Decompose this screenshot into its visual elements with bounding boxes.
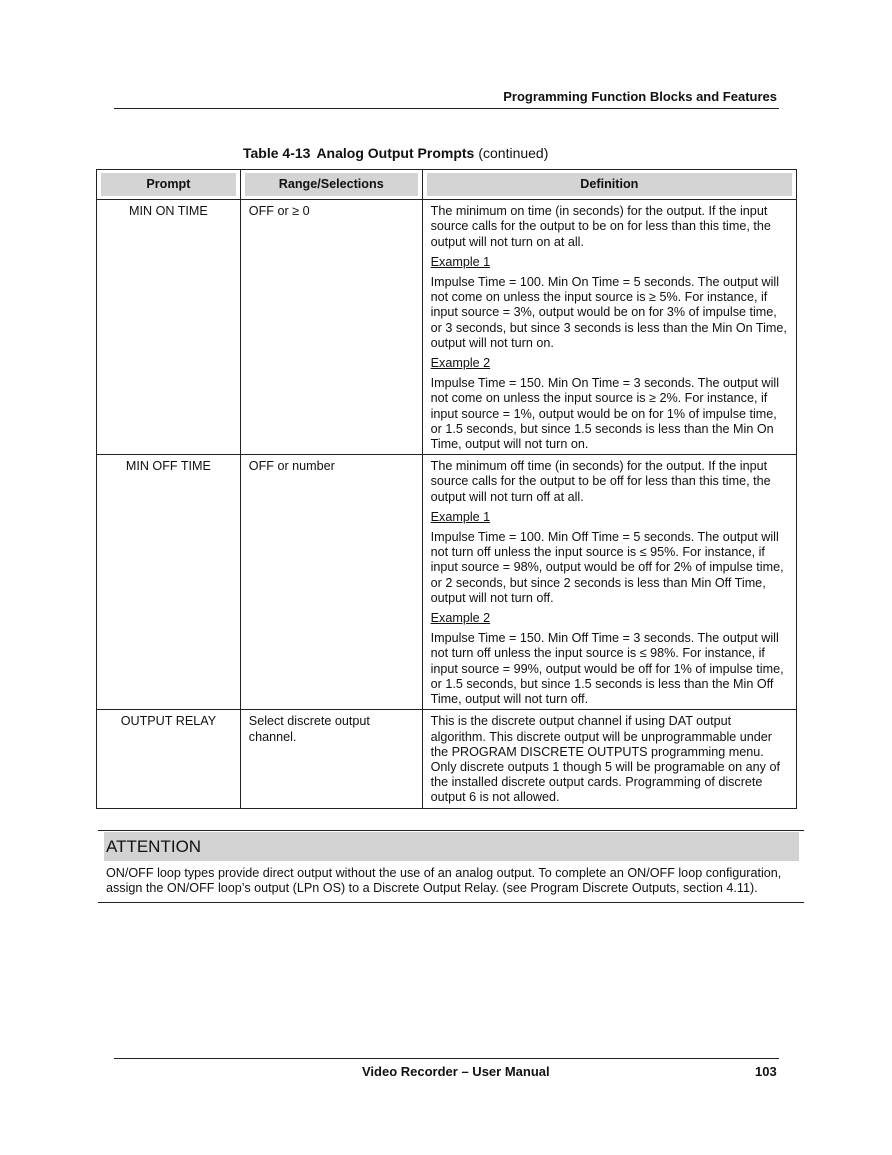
table-title: Analog Output Prompts	[316, 145, 475, 161]
example-heading: Example 2	[430, 611, 491, 626]
analog-output-prompts-table	[96, 169, 797, 809]
example-heading: Example 1	[430, 254, 491, 269]
table-continued-label: (continued)	[478, 145, 549, 161]
example-heading: Example 1	[430, 509, 491, 524]
column-header-label: Definition	[427, 173, 792, 196]
table-row	[97, 710, 797, 808]
column-header-definition	[422, 170, 796, 200]
definition-cell	[422, 200, 796, 455]
table-row	[97, 455, 797, 710]
running-header: Programming Function Blocks and Features	[503, 89, 777, 104]
range-cell: OFF or ≥ 0	[240, 200, 422, 455]
table-number: Table 4-13	[243, 145, 311, 161]
column-header-label: Range/Selections	[245, 173, 418, 196]
page-number: 103	[755, 1064, 777, 1079]
column-header-range	[240, 170, 422, 200]
definition-cell	[422, 455, 796, 710]
attention-body: ON/OFF loop types provide direct output without the use of an analog output. To complete an ON/OFF loop configuration, assign the ON/OFF loop’s output (LPn OS) to a Discrete Output Relay. (see Program Discrete Outputs, section 4.11).	[106, 866, 782, 896]
range-cell: OFF or number	[240, 455, 422, 710]
footer-rule	[114, 1058, 779, 1059]
range-cell: Select discrete output channel.	[240, 710, 422, 808]
definition-paragraph: Impulse Time = 150. Min On Time = 3 seconds. The output will not come on unless the input source is ≥ 2%. For instance, if input source = 1%, output would be on for 1% of impulse time, or 1.5 seconds, but since 1.5 seconds is less than the Min On Time, output will not turn on.	[430, 376, 779, 452]
column-header-prompt	[97, 170, 241, 200]
prompt-cell: MIN ON TIME	[97, 200, 241, 455]
column-header-label: Prompt	[101, 173, 236, 196]
definition-paragraph: Impulse Time = 100. Min On Time = 5 seconds. The output will not come on unless the input source is ≥ 5%. For instance, if input source = 3%, output would be on for 3% of impulse time, or 3 seconds, but since 3 seconds is less than the Min On Time, output will not turn on.	[430, 275, 787, 350]
definition-cell	[422, 710, 796, 808]
definition-paragraph: Impulse Time = 100. Min Off Time = 5 seconds. The output will not turn off unless the input source is ≤ 95%. For instance, if input source = 98%, output would be off for 2% of impulse time, or 2 seconds, but since 2 seconds is less than Min Off Time, output will not turn off.	[430, 530, 784, 605]
definition-paragraph: The minimum off time (in seconds) for the output. If the input source calls for the output to be off for less than this time, the output will not turn off at all.	[430, 459, 771, 504]
example-heading: Example 2	[430, 356, 491, 371]
footer-title: Video Recorder – User Manual	[362, 1064, 550, 1079]
header-rule	[114, 108, 779, 109]
table-body	[97, 200, 797, 808]
definition-paragraph: This is the discrete output channel if using DAT output algorithm. This discrete output will be unprogrammable under the PROGRAM DISCRETE OUTPUTS programming menu. Only discrete outputs 1 though 5 will be programable on any of the installed discrete output cards. Programming of discrete output 6 is not allowed.	[430, 714, 780, 805]
table-caption	[243, 145, 548, 161]
prompt-cell: MIN OFF TIME	[97, 455, 241, 710]
prompt-cell: OUTPUT RELAY	[97, 710, 241, 808]
table-header-row	[97, 170, 797, 200]
attention-box	[98, 830, 804, 903]
attention-heading: ATTENTION	[104, 832, 799, 861]
table-row	[97, 200, 797, 455]
definition-paragraph: Impulse Time = 150. Min Off Time = 3 seconds. The output will not turn off unless the input source is ≤ 98%. For instance, if input source = 99%, output would be off for 1% of impulse time, or 1.5 seconds, but since 1.5 seconds is less than the Min Off Time, output will not turn off.	[430, 631, 784, 707]
definition-paragraph: The minimum on time (in seconds) for the output. If the input source calls for the output to be on for less than this time, the output will not turn on at all.	[430, 204, 771, 249]
